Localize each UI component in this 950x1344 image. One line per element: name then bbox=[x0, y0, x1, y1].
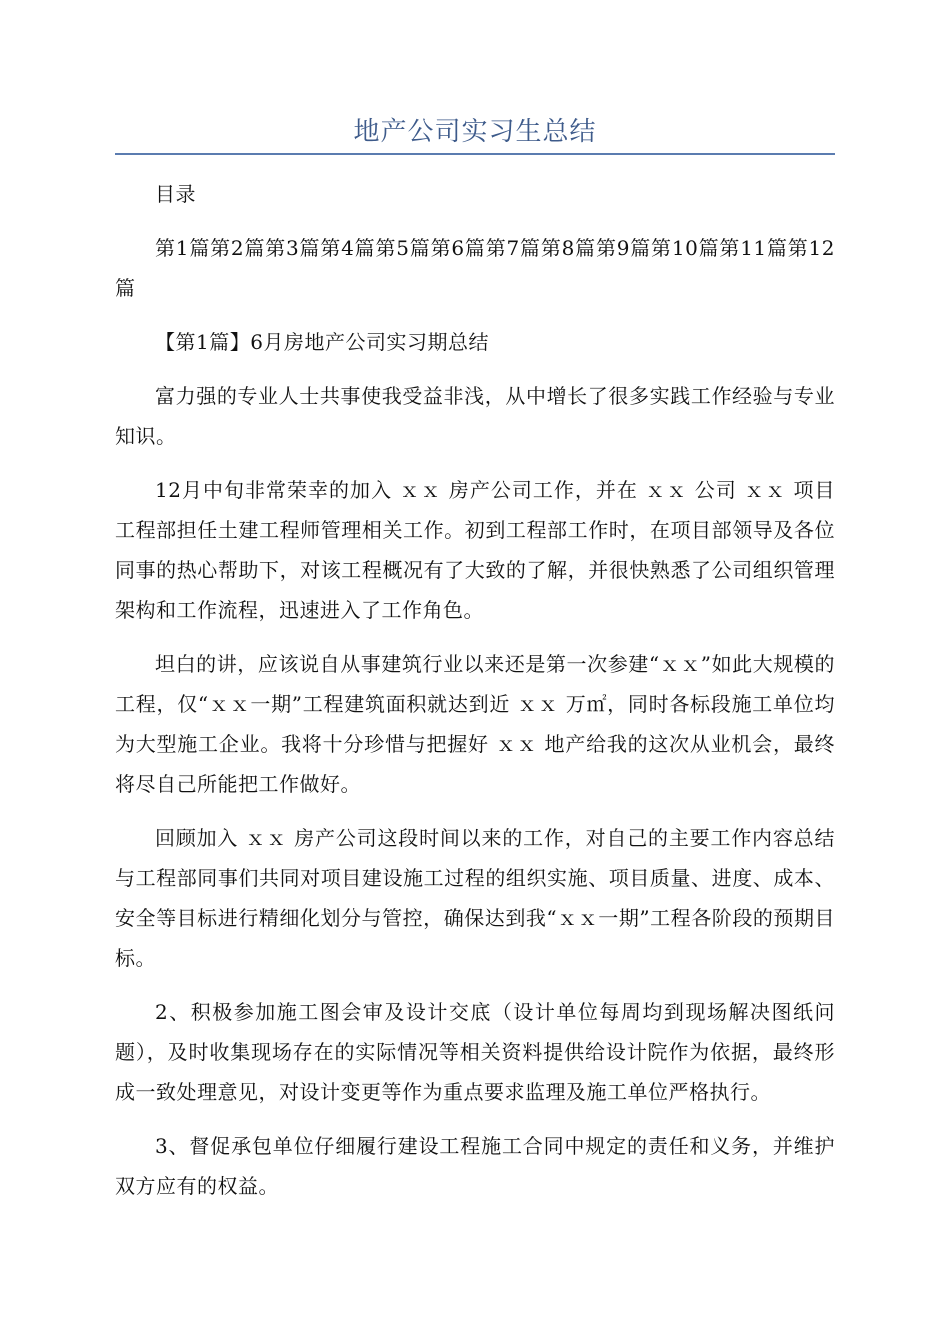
body-paragraph: 2、积极参加施工图会审及设计交底（设计单位每周均到现场解决图纸问题），及时收集现场存在的实际情况等相关资料提供给设计院作为依据，最终形成一致处理意见，对设计变更等作为重点要求监理及施工单位严格执行。 bbox=[115, 1000, 835, 1104]
title-underline bbox=[115, 153, 835, 155]
document-title: 地产公司实习生总结 bbox=[353, 117, 597, 147]
toc-heading: 目录 bbox=[155, 182, 196, 206]
document-body bbox=[115, 174, 835, 1220]
section-heading: 【第1篇】6月房地产公司实习期总结 bbox=[155, 330, 489, 354]
body-paragraph: 12月中旬非常荣幸的加入 ｘｘ 房产公司工作，并在 ｘｘ 公司 ｘｘ 项目工程部担任土建工程师管理相关工作。初到工程部工作时，在项目部领导及各位同事的热心帮助下，对该工程概况有了大致的了解，并很快熟悉了公司组织管理架构和工作流程，迅速进入了工作角色。 bbox=[115, 478, 835, 622]
body-paragraph: 回顾加入 ｘｘ 房产公司这段时间以来的工作，对自己的主要工作内容总结与工程部同事们共同对项目建设施工过程的组织实施、项目质量、进度、成本、安全等目标进行精细化划分与管控，确保达到我“ｘｘ一期”工程各阶段的预期目标。 bbox=[115, 826, 835, 970]
body-paragraph: 坦白的讲，应该说自从事建筑行业以来还是第一次参建“ｘｘ”如此大规模的工程，仅“ｘｘ一期”工程建筑面积就达到近 ｘｘ 万㎡，同时各标段施工单位均为大型施工企业。我将十分珍惜与把握好 ｘｘ 地产给我的这次从业机会，最终将尽自己所能把工作做好。 bbox=[115, 652, 835, 796]
body-paragraph: 富力强的专业人士共事使我受益非浅，从中增长了很多实践工作经验与专业知识。 bbox=[115, 384, 835, 448]
body-paragraph: 3、督促承包单位仔细履行建设工程施工合同中规定的责任和义务，并维护双方应有的权益。 bbox=[115, 1134, 835, 1198]
toc-list: 第1篇第2篇第3篇第4篇第5篇第6篇第7篇第8篇第9篇第10篇第11篇第12篇 bbox=[115, 236, 835, 300]
